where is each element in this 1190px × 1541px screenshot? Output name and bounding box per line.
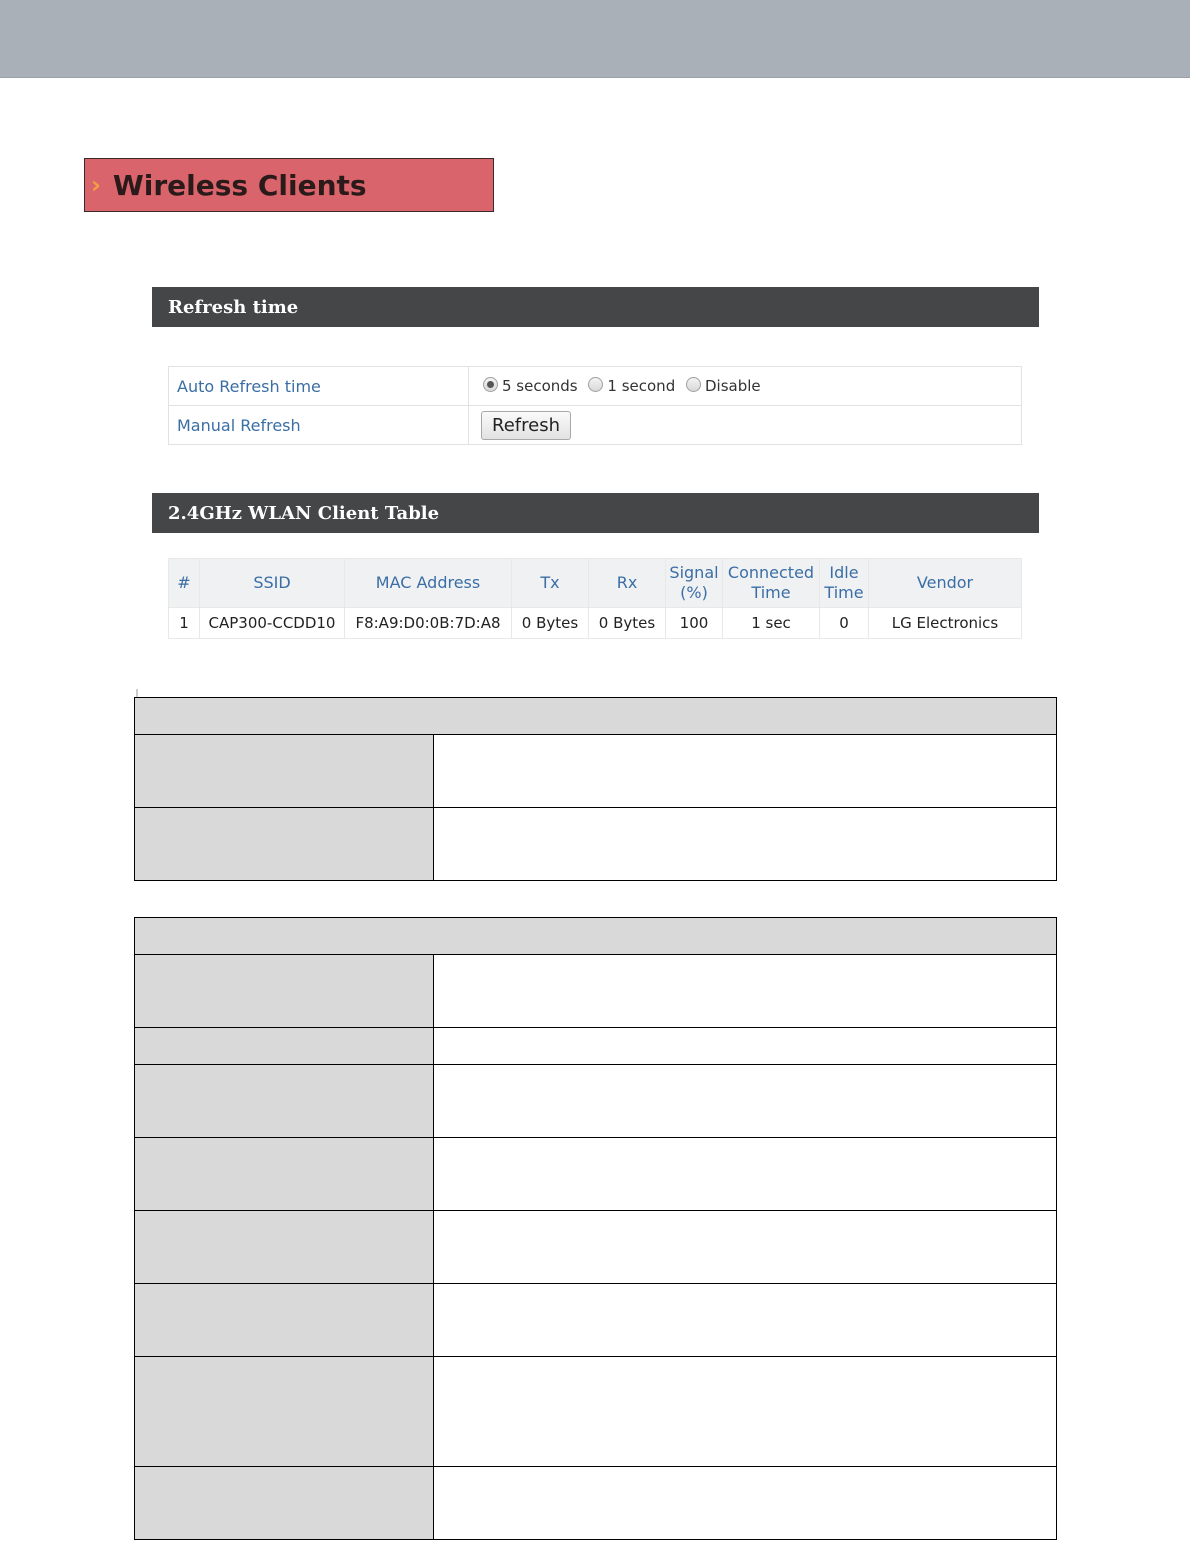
- refresh-settings-table: [168, 366, 1022, 445]
- description-row: [135, 1138, 1057, 1211]
- refresh-section-header: Refresh time: [152, 287, 1039, 327]
- cell-vendor: LG Electronics: [869, 608, 1022, 639]
- client-table-header-row: [169, 559, 1022, 608]
- description-value: [434, 808, 1057, 881]
- col-tx: Tx: [512, 559, 589, 608]
- page-header-band: [0, 0, 1190, 78]
- manual-refresh-row: [169, 406, 1022, 445]
- page-title: Wireless Clients: [112, 168, 367, 202]
- description-value: [434, 1138, 1057, 1211]
- header-cell: [135, 698, 1057, 735]
- auto-refresh-label: Auto Refresh time: [169, 367, 469, 406]
- description-row: [135, 735, 1057, 808]
- col-index: #: [169, 559, 200, 608]
- description-row: [135, 1357, 1057, 1467]
- description-row: [135, 1211, 1057, 1284]
- description-value: [434, 1357, 1057, 1467]
- description-table-2: [134, 917, 1057, 1540]
- description-key: [135, 1467, 434, 1540]
- manual-refresh-cell: [469, 406, 1022, 445]
- description-key: [135, 735, 434, 808]
- cell-connected-time: 1 sec: [723, 608, 820, 639]
- description-row: [135, 1284, 1057, 1357]
- description-key: [135, 1138, 434, 1211]
- col-vendor: Vendor: [869, 559, 1022, 608]
- manual-refresh-label: Manual Refresh: [169, 406, 469, 445]
- col-mac-address: MAC Address: [345, 559, 512, 608]
- col-connected-time: Connected Time: [723, 559, 820, 608]
- radio-1-second[interactable]: [588, 377, 603, 392]
- description-table-header: [135, 698, 1057, 735]
- chevron-right-icon: ›: [91, 171, 101, 199]
- description-key: [135, 955, 434, 1028]
- table-row: [169, 608, 1022, 639]
- description-table-header: [135, 918, 1057, 955]
- description-value: [434, 1467, 1057, 1540]
- cell-index: 1: [169, 608, 200, 639]
- col-signal: Signal (%): [666, 559, 723, 608]
- auto-refresh-options: [469, 367, 1022, 406]
- description-row: [135, 808, 1057, 881]
- cell-rx: 0 Bytes: [589, 608, 666, 639]
- col-rx: Rx: [589, 559, 666, 608]
- cell-idle-time: 0: [820, 608, 869, 639]
- description-value: [434, 1211, 1057, 1284]
- description-key: [135, 1284, 434, 1357]
- auto-refresh-row: [169, 367, 1022, 406]
- description-value: [434, 1284, 1057, 1357]
- radio-5-seconds-label[interactable]: 5 seconds: [502, 377, 578, 395]
- description-row: [135, 1028, 1057, 1065]
- header-cell: [135, 918, 1057, 955]
- radio-1-second-label[interactable]: 1 second: [607, 377, 676, 395]
- cell-mac-address: F8:A9:D0:0B:7D:A8: [345, 608, 512, 639]
- cell-ssid: CAP300-CCDD10: [200, 608, 345, 639]
- col-idle-time: Idle Time: [820, 559, 869, 608]
- wlan-client-table: [168, 558, 1022, 639]
- page-title-banner: [84, 158, 494, 212]
- description-value: [434, 735, 1057, 808]
- client-table-header: 2.4GHz WLAN Client Table: [152, 493, 1039, 533]
- description-key: [135, 1028, 434, 1065]
- description-value: [434, 955, 1057, 1028]
- description-key: [135, 1357, 434, 1467]
- refresh-button[interactable]: Refresh: [481, 411, 571, 440]
- radio-5-seconds[interactable]: [483, 377, 498, 392]
- col-ssid: SSID: [200, 559, 345, 608]
- description-key: [135, 808, 434, 881]
- description-key: [135, 1065, 434, 1138]
- description-key: [135, 1211, 434, 1284]
- radio-disable-label[interactable]: Disable: [705, 377, 761, 395]
- cell-tx: 0 Bytes: [512, 608, 589, 639]
- radio-disable[interactable]: [686, 377, 701, 392]
- description-value: [434, 1028, 1057, 1065]
- description-row: [135, 1065, 1057, 1138]
- description-row: [135, 1467, 1057, 1540]
- description-row: [135, 955, 1057, 1028]
- description-table-1: [134, 697, 1057, 881]
- cell-signal: 100: [666, 608, 723, 639]
- description-value: [434, 1065, 1057, 1138]
